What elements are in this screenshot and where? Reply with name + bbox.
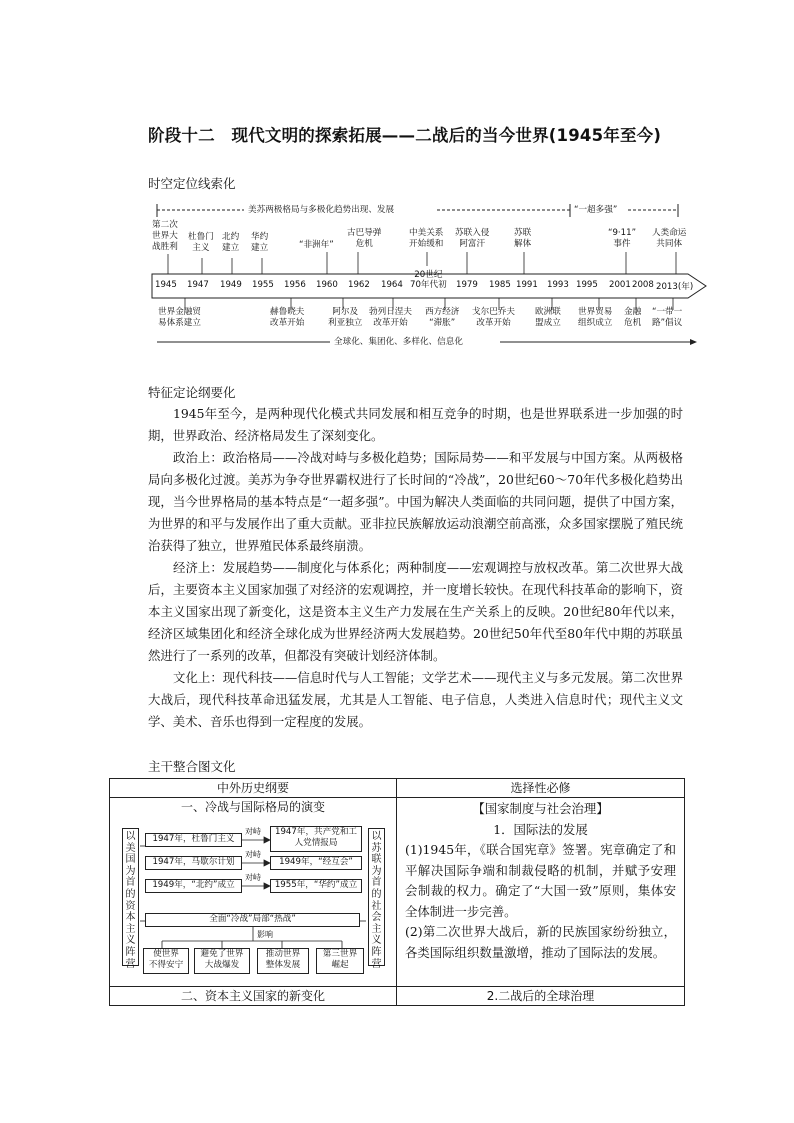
us-event-box: 1947年，马歇尔计划 — [145, 856, 242, 870]
timeline-event-above: 古巴导弹 危机 — [347, 228, 382, 249]
soviet-event-box: 1947年，共产党和工人党情报局 — [270, 826, 362, 852]
timeline-event-above: 杜鲁门 主义 — [188, 232, 214, 253]
timeline-year: 1949 — [220, 280, 242, 290]
timeline-event-above: 人类命运 共同体 — [652, 228, 687, 249]
integration-table — [109, 778, 685, 1006]
confrontation-label: 对峙 — [245, 827, 261, 836]
timeline-event-above: 中美关系 开始缓和 — [409, 228, 444, 249]
timeline-year: 1991 — [516, 280, 538, 290]
timeline-bottom-band-label: 全球化、集团化、多样化、信息化 — [334, 337, 463, 347]
section-heading-integration: 主干整合图文化 — [148, 759, 236, 774]
timeline-event-below: 世界贸易 组织成立 — [578, 307, 613, 328]
soviet-event-box: 1949年，“经互会” — [270, 856, 362, 870]
table-header-left: 中外历史纲要 — [110, 779, 397, 798]
left-topic: 一、冷战与国际格局的演变 — [180, 800, 325, 814]
timeline-year: 1985 — [489, 280, 511, 290]
effect-box: 推动世界 整体发展 — [257, 948, 309, 974]
timeline-year: 1995 — [576, 280, 598, 290]
cold-war-summary-box: 全面“冷战”局部“热战” — [145, 913, 360, 927]
timeline-year: 2013(年) — [656, 282, 694, 292]
us-bloc-label: 以美国为首的资本主义阵营 — [122, 828, 139, 966]
feature-paragraphs — [148, 403, 683, 733]
timeline — [0, 0, 794, 360]
paragraph-politics: 政治上：政治格局——冷战对峙与多极化趋势；国际局势——和平发展与中国方案。从两极格局向多极化过渡。美苏为争夺世界霸权进行了长时间的“冷战”，20世纪60～70年代多极化趋势出现，当今世界格局的基本特点是“一超多强”。中国为解决人类面临的共同问题，提供了中国方案，为世界的和平与发展作出了重大贡献。亚非拉民族解放运动浪潮空前高涨，众多国家摆脱了殖民统治获得了独立，世界殖民体系最终崩溃。 — [148, 450, 683, 553]
timeline-event-above: 华约 建立 — [251, 232, 269, 253]
timeline-event-above: 苏联 解体 — [514, 228, 532, 249]
right-subtopic: 1．国际法的发展 — [493, 821, 588, 837]
effect-box: 避免了世界 大战爆发 — [194, 948, 250, 974]
soviet-event-box: 1955年，“华约”成立 — [270, 879, 362, 893]
timeline-event-below: 欧洲联 盟成立 — [535, 307, 561, 328]
timeline-year: 1947 — [187, 280, 209, 290]
timeline-event-below: 勃列日涅夫 改革开始 — [369, 307, 412, 328]
timeline-year: 1955 — [252, 280, 274, 290]
right-topic: 【国家制度与社会治理】 — [472, 801, 609, 816]
table-cell-left-diagram — [110, 798, 397, 987]
table-cell-right-text — [397, 798, 685, 987]
confrontation-label: 对峙 — [245, 850, 261, 859]
timeline-year: 1956 — [284, 280, 306, 290]
timeline-year: 1960 — [316, 280, 338, 290]
timeline-year: 1945 — [155, 280, 177, 290]
timeline-event-below: “一带一 路”倡议 — [652, 307, 683, 328]
timeline-event-below: 金融 危机 — [624, 307, 642, 328]
timeline-year: 1993 — [547, 280, 569, 290]
timeline-event-above: 第二次 世界大 战胜利 — [152, 220, 178, 252]
timeline-event-below: 世界金融贸 易体系建立 — [158, 307, 201, 328]
right-paragraph-1: (1)1945年，《联合国宪章》签署。宪章确定了和平解决国际争端和制裁侵略的机制，并赋予安理会制裁的权力。确定了“大国一致”原则，集体安全体制进一步完善。 — [405, 842, 676, 919]
timeline-year: 2008 — [632, 280, 654, 290]
paragraph-economy: 经济上：发展趋势——制度化与体系化；两种制度——宏观调控与放权改革。第二次世界大战后，主要资本主义国家加强了对经济的宏观调控，并一度增长较快。在现代科技革命的影响下，资本主义国家出现了新变化，这是资本主义生产力发展在生产关系上的反映。20世纪80年代以来，经济区域集团化和经济全球化成为世界经济两大发展趋势。20世纪50年代至80年代中期的苏联虽然进行了一系列的改革，但都没有突破计划经济体制。 — [148, 560, 683, 663]
timeline-event-below: 西方经济 “滞胀” — [425, 307, 460, 328]
timeline-event-below: 阿尔及 利亚独立 — [328, 307, 363, 328]
timeline-top-band-label: 美苏两极格局与多极化趋势出现、发展 — [248, 205, 395, 215]
timeline-event-below: 赫鲁晓夫 改革开始 — [270, 307, 305, 328]
timeline-graphics — [0, 0, 794, 360]
table-header-right: 选择性必修 — [397, 779, 685, 798]
timeline-year: 2001 — [609, 280, 631, 290]
confrontation-label: 对峙 — [245, 873, 261, 882]
timeline-year: 1962 — [348, 280, 370, 290]
cold-war-diagram — [110, 816, 396, 984]
right-paragraph-2: (2)第二次世界大战后，新的民族国家纷纷独立，各类国际组织数量激增，推动了国际法的发展。 — [405, 924, 676, 960]
paragraph-culture: 文化上：现代科技——信息时代与人工智能；文学艺术——现代主义与多元发展。第二次世界大战后，现代科技革命迅猛发展，尤其是人工智能、电子信息，人类进入信息时代；现代主义文学、美术、音乐也得到一定程度的发展。 — [148, 670, 683, 729]
influence-label: 影响 — [257, 930, 273, 939]
paragraph-intro: 1945年至今，是两种现代化模式共同发展和相互竞争的时期，也是世界联系进一步加强的时期，世界政治、经济格局发生了深刻变化。 — [148, 406, 683, 443]
timeline-event-below: 戈尔巴乔夫 改革开始 — [472, 307, 515, 328]
effect-box: 使世界 不得安宁 — [143, 948, 189, 974]
timeline-event-above: “9·11” 事件 — [608, 228, 637, 249]
effect-box: 第三世界 崛起 — [316, 948, 364, 974]
section-heading-timeline: 时空定位线索化 — [148, 176, 236, 191]
soviet-bloc-label: 以苏联为首的社会主义阵营 — [368, 828, 385, 966]
section-heading-features: 特征定论纲要化 — [148, 385, 236, 400]
timeline-event-above: 苏联入侵 阿富汗 — [455, 228, 490, 249]
us-event-box: 1949年，“北约”成立 — [145, 879, 242, 893]
timeline-year: 1964 — [381, 280, 403, 290]
timeline-event-above: 北约 建立 — [222, 232, 240, 253]
page-title: 阶段十二 现代文明的探索拓展——二战后的当今世界(1945年至今) — [148, 126, 662, 145]
timeline-year: 1979 — [456, 280, 478, 290]
us-event-box: 1947年，杜鲁门主义 — [145, 833, 242, 847]
right-bottom-topic: 2.二战后的全球治理 — [397, 987, 685, 1006]
timeline-year: 20世纪 70年代初 — [410, 270, 447, 290]
timeline-top-band-right-label: “一超多强” — [574, 205, 618, 215]
timeline-event-above: “非洲年” — [299, 240, 334, 250]
left-bottom-topic: 二、资本主义国家的新变化 — [110, 987, 397, 1006]
